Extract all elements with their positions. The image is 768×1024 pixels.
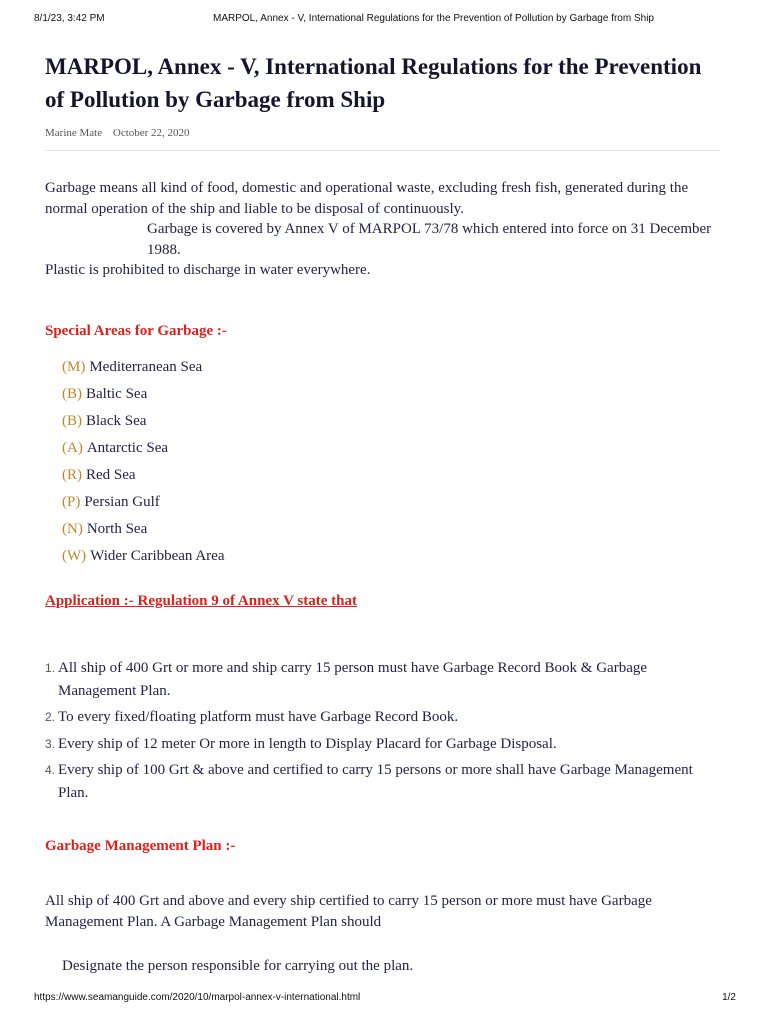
list-text: Every ship of 12 meter Or more in length to Display Placard for Garbage Disposal. (58, 735, 557, 752)
list-text: Every ship of 100 Grt & above and certified to carry 15 persons or more shall have Garbage Management Plan. (58, 762, 693, 801)
application-list (45, 657, 725, 808)
list-item (62, 492, 225, 519)
area-name: Antarctic Sea (86, 440, 169, 456)
area-name: Red Sea (86, 467, 136, 483)
area-code: (B) (62, 413, 82, 429)
area-name: Mediterranean Sea (89, 359, 203, 375)
list-item (45, 733, 725, 756)
print-url: https://www.seamanguide.com/2020/10/marpol-annex-v-international.html (34, 992, 361, 1003)
list-number: 3. (45, 736, 56, 751)
list-item (45, 759, 725, 804)
area-code: (R) (62, 467, 82, 483)
area-code: (P) (62, 494, 81, 510)
area-name: Persian Gulf (84, 494, 160, 510)
intro-plastic-note: Plastic is prohibited to discharge in water everywhere. (45, 262, 371, 278)
post-date: October 22, 2020 (112, 127, 190, 139)
intro-paragraphs (45, 178, 725, 281)
gmp-heading: Garbage Management Plan :- (45, 838, 236, 854)
list-item (62, 438, 225, 465)
list-item (45, 657, 725, 702)
area-name: Baltic Sea (86, 386, 148, 402)
print-page-title: MARPOL, Annex - V, International Regulations for the Prevention of Pollution by Garbage from Ship (213, 13, 654, 24)
print-footer (0, 992, 768, 1008)
area-code: (M) (62, 359, 86, 375)
intro-annex-note: Garbage is covered by Annex V of MARPOL 73/78 which entered into force on 31 December 1988. (147, 221, 712, 258)
byline (45, 127, 190, 139)
area-code: (B) (62, 386, 82, 402)
article-title: MARPOL, Annex - V, International Regulations for the Prevention of Pollution by Garbage from Ship (45, 54, 702, 112)
intro-definition: Garbage means all kind of food, domestic and operational waste, excluding fresh fish, generated during the normal operation of the ship and liable to be disposal of continuously. (45, 180, 689, 217)
list-text: All ship of 400 Grt or more and ship carry 15 person must have Garbage Record Book & Garbage Management Plan. (58, 660, 648, 699)
list-number: 4. (45, 763, 56, 777)
area-name: Wider Caribbean Area (90, 548, 225, 564)
print-page-number: 1/2 (722, 992, 736, 1003)
area-name: North Sea (86, 521, 148, 537)
special-areas-list (62, 357, 225, 573)
area-name: Black Sea (86, 413, 147, 429)
gmp-paragraph: All ship of 400 Grt and above and every ship certified to carry 15 person or more must have Garbage Management Plan. A Garbage Management Plan should (45, 893, 652, 930)
print-datetime: 8/1/23, 3:42 PM (34, 13, 105, 24)
list-item (62, 357, 225, 384)
area-code: (A) (62, 440, 83, 456)
list-item (62, 519, 225, 546)
gmp-designate: Designate the person responsible for carrying out the plan. (62, 958, 414, 974)
list-item (62, 465, 225, 492)
print-header (0, 13, 768, 29)
author-link[interactable]: Marine Mate (45, 127, 103, 139)
title-divider (45, 150, 720, 151)
list-item (45, 706, 725, 729)
special-areas-heading: Special Areas for Garbage :- (45, 323, 227, 339)
area-code: (W) (62, 548, 87, 564)
list-item (62, 546, 225, 573)
list-item (62, 384, 225, 411)
application-heading: Application :- Regulation 9 of Annex V state that (45, 593, 357, 609)
area-code: (N) (62, 521, 83, 537)
list-item (62, 411, 225, 438)
list-text: To every fixed/floating platform must have Garbage Record Book. (58, 709, 459, 725)
list-number: 2. (45, 710, 56, 724)
list-number: 1. (45, 661, 56, 675)
